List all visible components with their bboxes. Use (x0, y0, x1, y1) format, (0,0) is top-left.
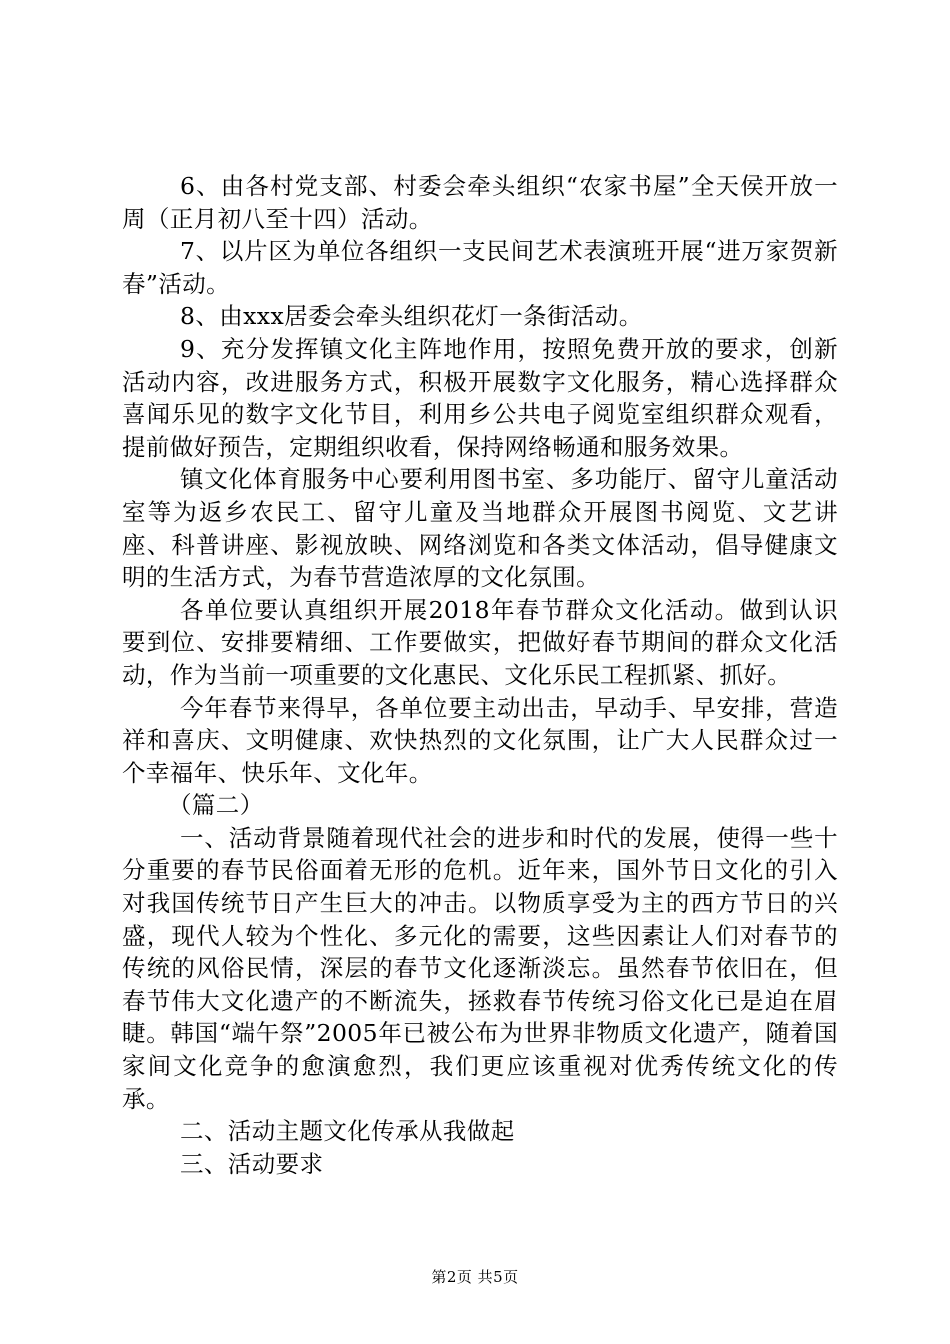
paragraph-item-9: 9、充分发挥镇文化主阵地作用，按照免费开放的要求，创新活动内容，改进服务方式，积极开展数字文化服务，精心选择群众喜闻乐见的数字文化节目，利用乡公共电子阅览室组织群众观看，提前做好预告，定期组织收看，保持网络畅通和服务效果。 (122, 334, 838, 461)
paragraph-activity-theme: 二、活动主题文化传承从我做起 (180, 1117, 515, 1146)
paragraph-units-requirement: 各单位要认真组织开展2018年春节群众文化活动。做到认识要到位、安排要精细、工作要做实，把做好春节期间的群众文化活动，作为当前一项重要的文化惠民、文化乐民工程抓紧、抓好。 (122, 595, 838, 689)
paragraph-item-6: 6、由各村党支部、村委会牵头组织“农家书屋”全天侯开放一周（正月初八至十四）活动。 (122, 172, 838, 233)
paragraph-activity-requirements: 三、活动要求 (180, 1149, 324, 1178)
paragraph-item-8: 8、由xxx居委会牵头组织花灯一条街活动。 (180, 302, 643, 331)
paragraph-cultural-center: 镇文化体育服务中心要利用图书室、多功能厅、留守儿童活动室等为返乡农民工、留守儿童及当地群众开展图书阅览、文艺讲座、科普讲座、影视放映、网络浏览和各类文体活动，倡导健康文明的生活方式，为春节营造浓厚的文化氛围。 (122, 465, 838, 592)
paragraph-activity-background: 一、活动背景随着现代社会的进步和时代的发展，使得一些十分重要的春节民俗面着无形的危机。近年来，国外节日文化的引入对我国传统节日产生巨大的冲击。以物质享受为主的西方节日的兴盛，现代人较为个性化、多元化的需要，这些因素让人们对春节的传统的风俗民情，深层的春节文化逐渐淡忘。虽然春节依旧在，但春节伟大文化遗产的不断流失，拯救春节传统习俗文化已是迫在眉睫。韩国“端午祭”2005年已被公布为世界非物质文化遗产，随着国家间文化竞争的愈演愈烈，我们更应该重视对优秀传统文化的传承。 (122, 823, 838, 1113)
document-body (122, 170, 838, 1180)
paragraph-spring-festival-early: 今年春节来得早，各单位要主动出击，早动手、早安排，营造祥和喜庆、文明健康、欢快热烈的文化氛围，让广大人民群众过一个幸福年、快乐年、文化年。 (122, 693, 838, 787)
page-footer: 第2页 共5页 (431, 1268, 519, 1286)
section-heading-part-two: （篇二） (168, 791, 264, 820)
paragraph-item-7: 7、以片区为单位各组织一支民间艺术表演班开展“进万家贺新春”活动。 (122, 237, 838, 298)
